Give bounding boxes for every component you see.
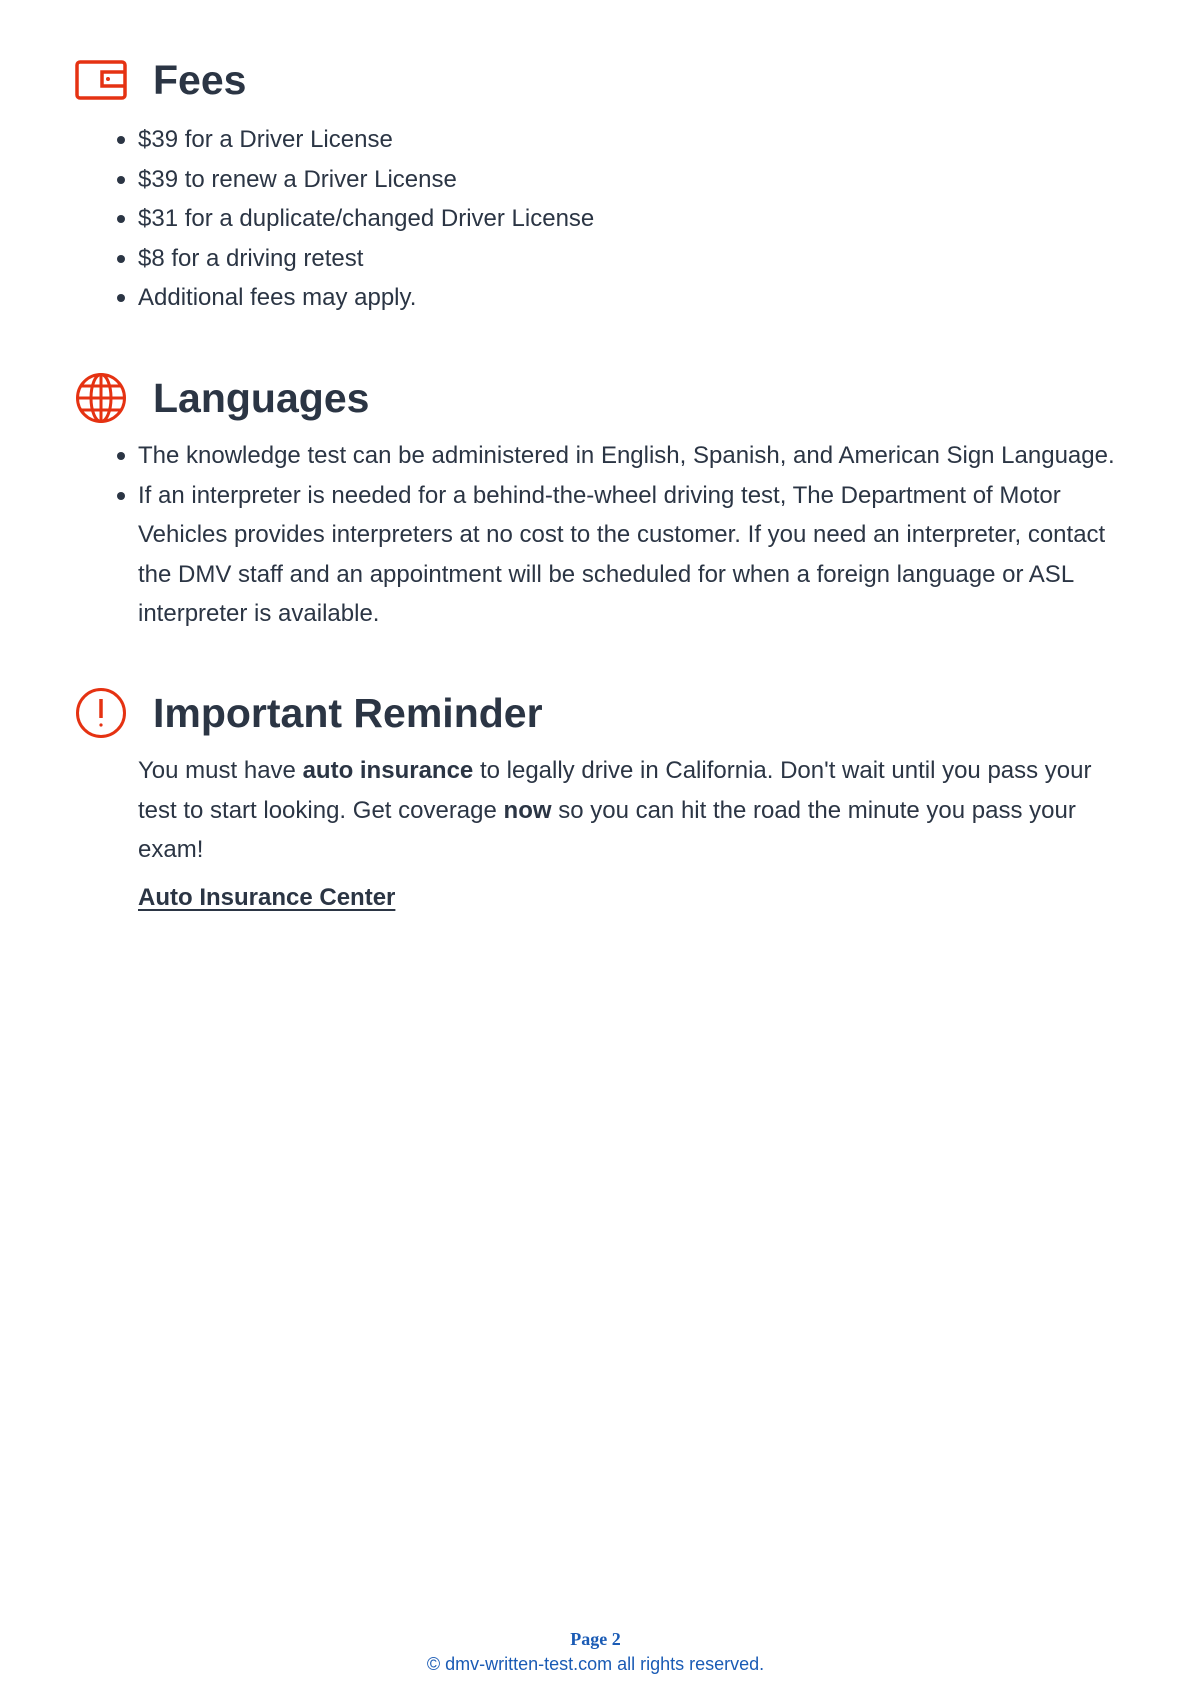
languages-section [75, 368, 1131, 634]
fees-list [75, 120, 1131, 318]
reminder-bold-text: now [503, 796, 552, 824]
list-item: $39 to renew a Driver License [138, 160, 1131, 200]
reminder-text-part: You must have [138, 757, 303, 784]
list-item: $31 for a duplicate/changed Driver License [138, 199, 1131, 239]
reminder-section [75, 683, 1131, 912]
fees-section [75, 50, 1131, 318]
languages-title: Languages [153, 374, 370, 421]
auto-insurance-link[interactable]: Auto Insurance Center [138, 883, 396, 911]
list-item: Additional fees may apply. [138, 278, 1131, 318]
list-item: The knowledge test can be administered in English, Spanish, and American Sign Language. [138, 436, 1131, 476]
reminder-text-part: so you can hit the road the minute you pass your exam! [138, 796, 1076, 863]
wallet-icon [75, 54, 127, 106]
reminder-heading [75, 683, 1131, 743]
reminder-text-part: to legally drive in California. Don't wait until you pass your test to start looking. Get coverage [138, 757, 1092, 824]
list-item: If an interpreter is needed for a behind-the-wheel driving test, The Department of Motor Vehicles provides interpreters at no cost to the customer. If you need an interpreter, contact the DMV staff and an appointment will be scheduled for when a foreign language or ASL interpreter is available. [138, 476, 1131, 634]
alert-icon [75, 687, 127, 739]
fees-heading [75, 50, 1131, 110]
languages-list [75, 436, 1131, 634]
reminder-text [75, 751, 1131, 870]
page-number: Page 2 [570, 1629, 621, 1649]
reminder-bold-text: auto insurance [302, 757, 474, 784]
fees-title: Fees [153, 56, 247, 103]
languages-heading [75, 368, 1131, 428]
copyright: © dmv-written-test.com all rights reserved. [426, 1654, 765, 1674]
list-item: $8 for a driving retest [138, 239, 1131, 279]
list-item: $39 for a Driver License [138, 120, 1131, 160]
globe-icon [75, 372, 127, 424]
reminder-title: Important Reminder [153, 689, 543, 736]
